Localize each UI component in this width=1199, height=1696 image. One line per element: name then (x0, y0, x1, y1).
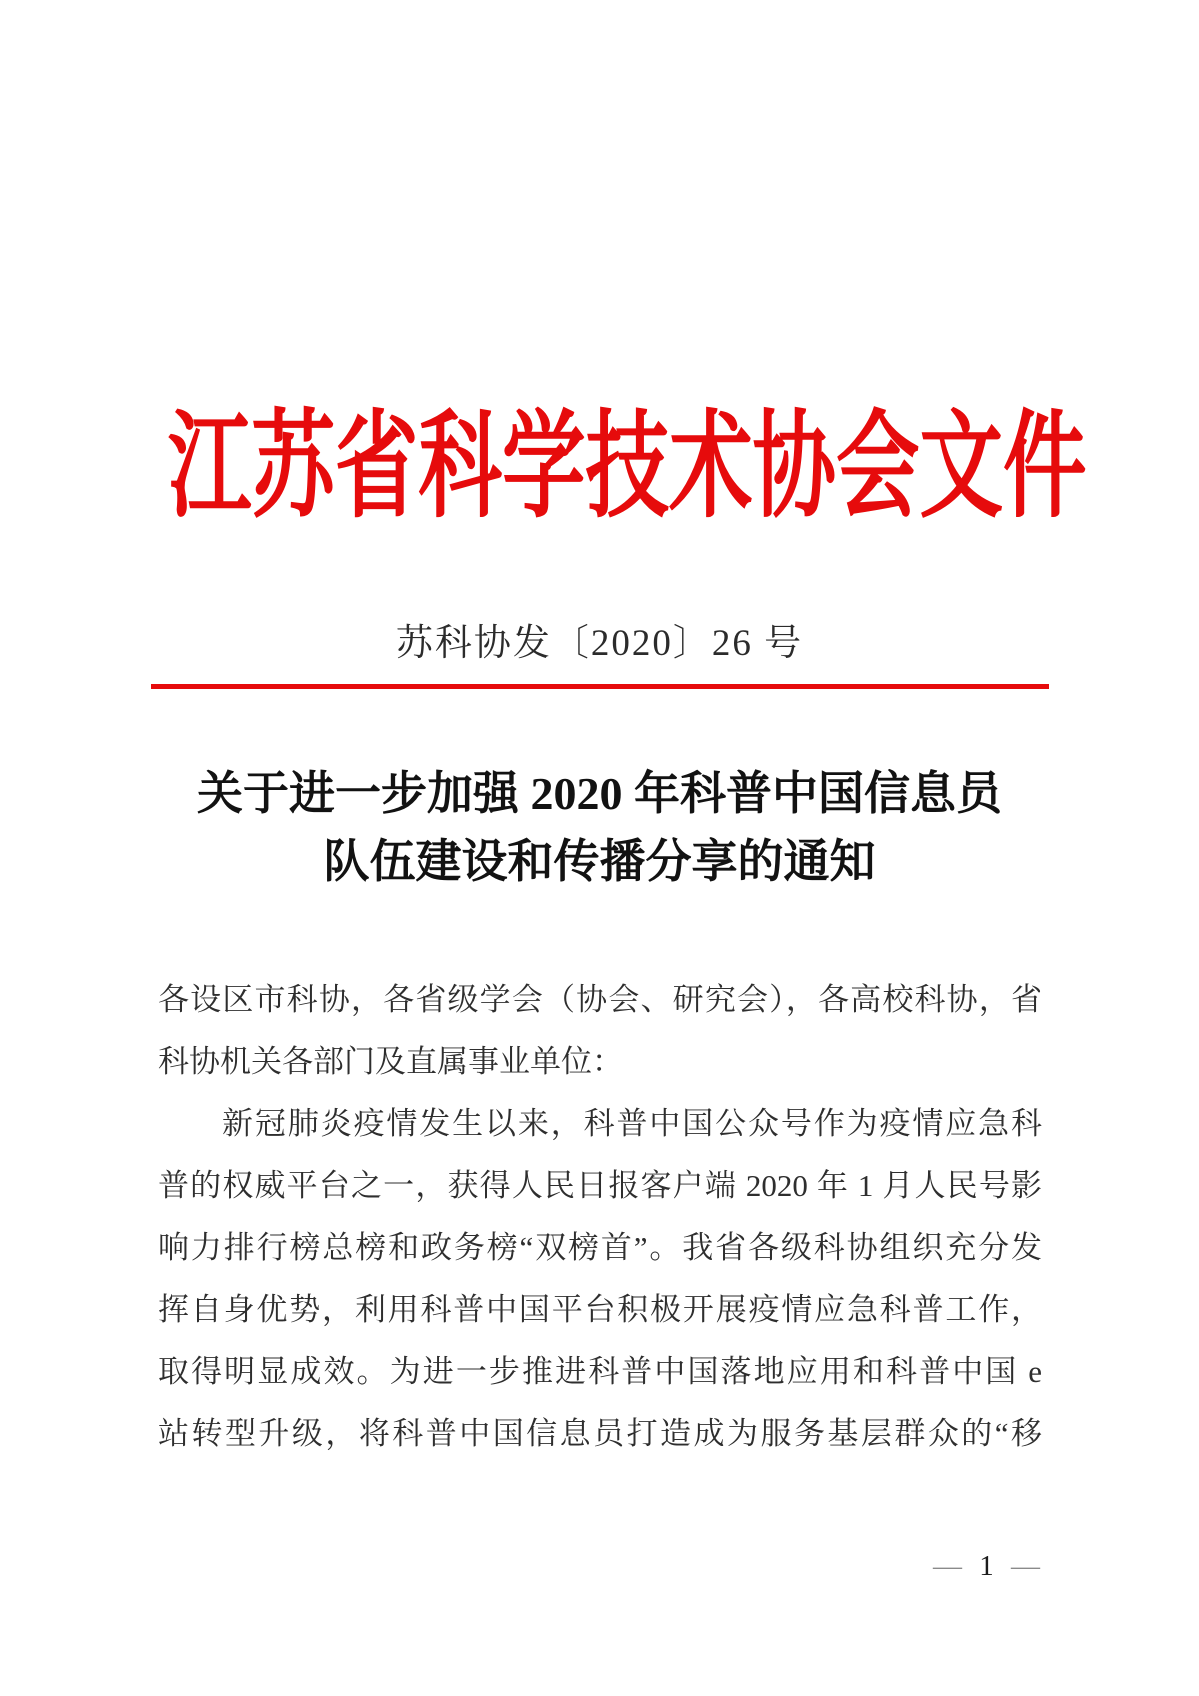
body-line-paragraph-6: 站转型升级，将科普中国信息员打造成为服务基层群众的“移 (158, 1416, 1042, 1451)
red-divider-line (151, 684, 1049, 689)
document-title (0, 760, 1199, 896)
body-line-salutation-1: 各设区市科协，各省级学会（协会、研究会），各高校科协，省 (158, 982, 1042, 1017)
body-line-paragraph-5: 取得明显成效。为进一步推进科普中国落地应用和科普中国 e (158, 1354, 1042, 1389)
document-number: 苏科协发〔2020〕26 号 (395, 623, 804, 664)
page-number (933, 1548, 1042, 1584)
body-line-paragraph-4: 挥自身优势，利用科普中国平台积极开展疫情应急科普工作， (158, 1292, 1042, 1327)
body-line-paragraph-2: 普的权威平台之一，获得人民日报客户端 2020 年 1 月人民号影 (158, 1168, 1042, 1203)
document-title-line-1: 关于进一步加强 2020 年科普中国信息员 (197, 768, 1002, 819)
body-line-salutation-2: 科协机关各部门及直属事业单位： (158, 1044, 623, 1079)
body-line-paragraph-3: 响力排行榜总榜和政务榜“双榜首”。我省各级科协组织充分发 (158, 1230, 1042, 1265)
document-body (158, 969, 1042, 1465)
body-line-paragraph-1: 新冠肺炎疫情发生以来，科普中国公众号作为疫情应急科 (222, 1106, 1042, 1141)
document-title-line-2: 队伍建设和传播分享的通知 (323, 836, 876, 887)
red-letterhead-title: 江苏省科学技术协会文件 (167, 404, 1087, 532)
page-number-value: 1 (979, 1550, 996, 1582)
page-number-dash-right: — (1011, 1550, 1042, 1582)
page-number-dash-left: — (933, 1550, 964, 1582)
